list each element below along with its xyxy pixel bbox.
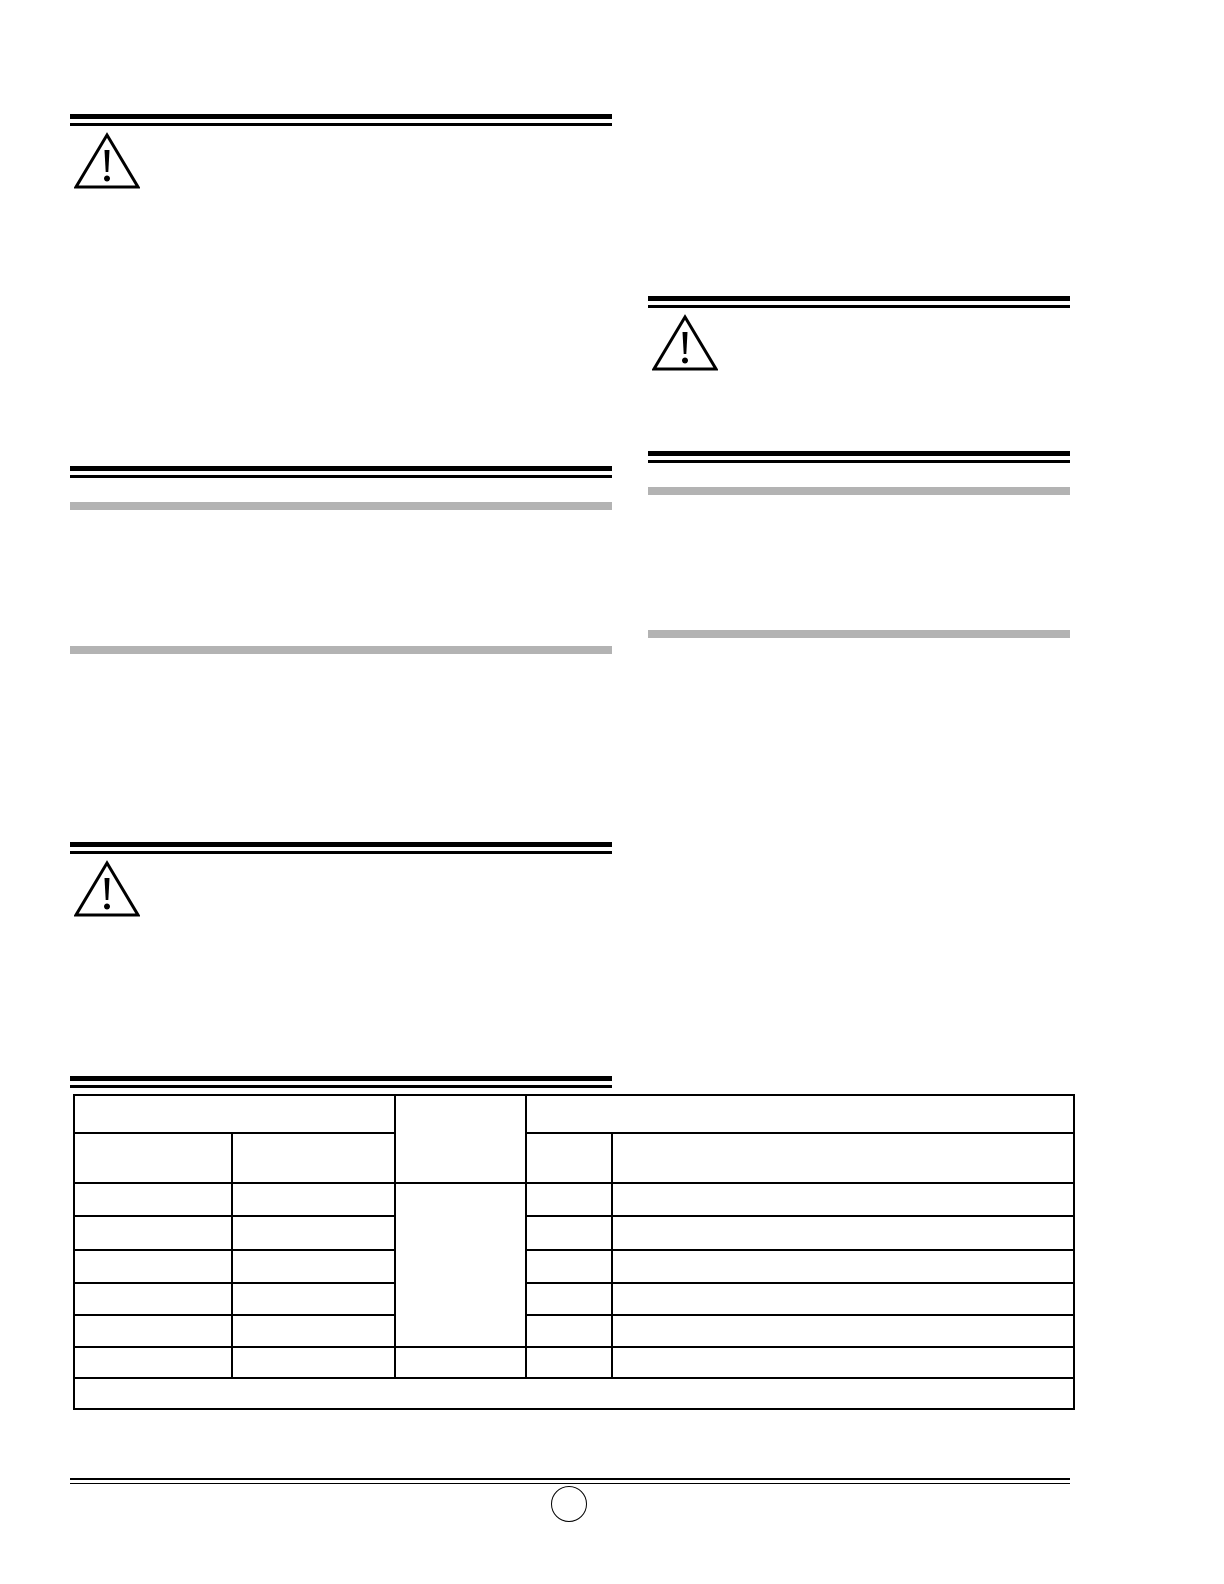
warning-triangle-icon <box>652 314 718 372</box>
warning-triangle-icon <box>74 132 140 190</box>
table-row-divider <box>75 1314 395 1316</box>
table-row-divider <box>526 1215 1075 1217</box>
table-line <box>75 1132 395 1134</box>
warning-triangle-icon <box>74 860 140 918</box>
warning-heading-rule-3 <box>70 842 612 856</box>
table-col-divider <box>611 1132 613 1378</box>
footer-rule-thin <box>70 1483 1070 1484</box>
table-row-divider <box>75 1249 395 1251</box>
subsection-bar <box>648 487 1070 495</box>
table-header-bottom <box>75 1182 1075 1184</box>
page-number-circle <box>551 1486 587 1522</box>
table-row-divider <box>75 1377 1075 1379</box>
section-heading-rule-2 <box>70 466 612 480</box>
subsection-bar <box>70 502 612 510</box>
table-col-divider <box>231 1132 233 1378</box>
subsection-bar <box>648 630 1070 638</box>
footer-rule-thick <box>70 1478 1070 1480</box>
warning-heading-rule-right <box>648 296 1070 310</box>
table-row-divider <box>526 1282 1075 1284</box>
section-heading-rule-right <box>648 451 1070 465</box>
table-heading-rule <box>70 1076 612 1090</box>
table-row-divider <box>75 1215 395 1217</box>
table-line <box>526 1132 1075 1134</box>
table-row-divider <box>75 1282 395 1284</box>
spec-table <box>73 1094 1075 1410</box>
table-row-divider <box>75 1346 1075 1348</box>
table-row-divider <box>526 1314 1075 1316</box>
table-row-divider <box>526 1249 1075 1251</box>
subsection-bar <box>70 646 612 654</box>
table-col-divider <box>525 1096 527 1378</box>
warning-heading-rule-1 <box>70 114 612 128</box>
table-col-divider <box>394 1096 396 1378</box>
